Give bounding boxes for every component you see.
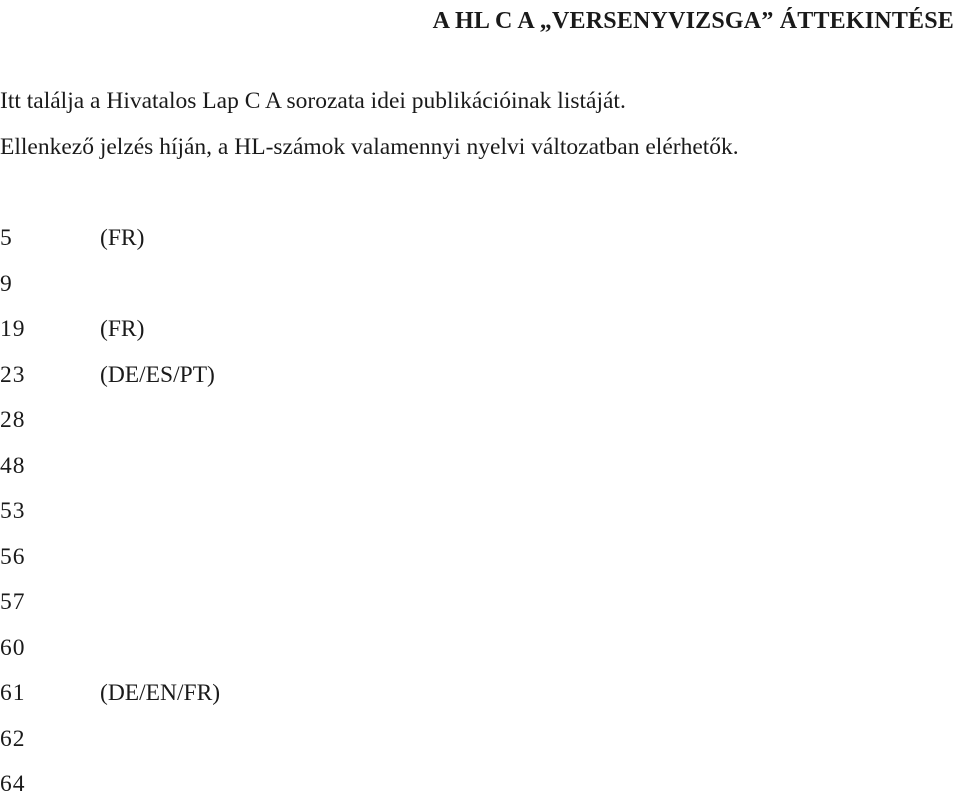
list-item xyxy=(0,218,220,264)
list-item xyxy=(0,400,220,446)
issue-languages: (FR) xyxy=(100,316,145,342)
issue-number: 5 xyxy=(0,225,13,251)
issue-number: 57 xyxy=(0,589,26,615)
issue-number: 62 xyxy=(0,725,26,752)
issue-number: 64 xyxy=(0,771,26,797)
issue-number: 9 xyxy=(0,270,13,297)
intro-text xyxy=(0,78,958,170)
page-title: A HL C A „VERSENYVIZSGA” ÁTTEKINTÉSE xyxy=(432,8,954,34)
list-item xyxy=(0,582,220,628)
issue-number: 28 xyxy=(0,407,26,433)
intro-line-1: Itt találja a Hivatalos Lap C A sorozata idei publikációinak listáját. xyxy=(0,88,626,114)
list-item xyxy=(0,309,220,355)
list-item xyxy=(0,719,220,765)
issue-languages: (FR) xyxy=(100,225,145,251)
list-item xyxy=(0,628,220,674)
issue-languages: (DE/ES/PT) xyxy=(100,361,215,388)
issue-number: 23 xyxy=(0,361,26,388)
list-item xyxy=(0,537,220,583)
issue-list xyxy=(0,218,220,810)
list-item xyxy=(0,491,220,537)
issue-number: 19 xyxy=(0,316,26,342)
list-item xyxy=(0,764,220,810)
issue-number: 48 xyxy=(0,452,26,479)
list-item xyxy=(0,446,220,492)
list-item xyxy=(0,673,220,719)
issue-number: 56 xyxy=(0,543,26,570)
issue-languages: (DE/EN/FR) xyxy=(100,680,221,706)
issue-number: 60 xyxy=(0,634,26,661)
issue-number: 61 xyxy=(0,680,26,706)
list-item xyxy=(0,355,220,401)
intro-line-2: Ellenkező jelzés híján, a HL-számok valamennyi nyelvi változatban elérhetők. xyxy=(0,134,739,160)
list-item xyxy=(0,264,220,310)
issue-number: 53 xyxy=(0,498,26,524)
